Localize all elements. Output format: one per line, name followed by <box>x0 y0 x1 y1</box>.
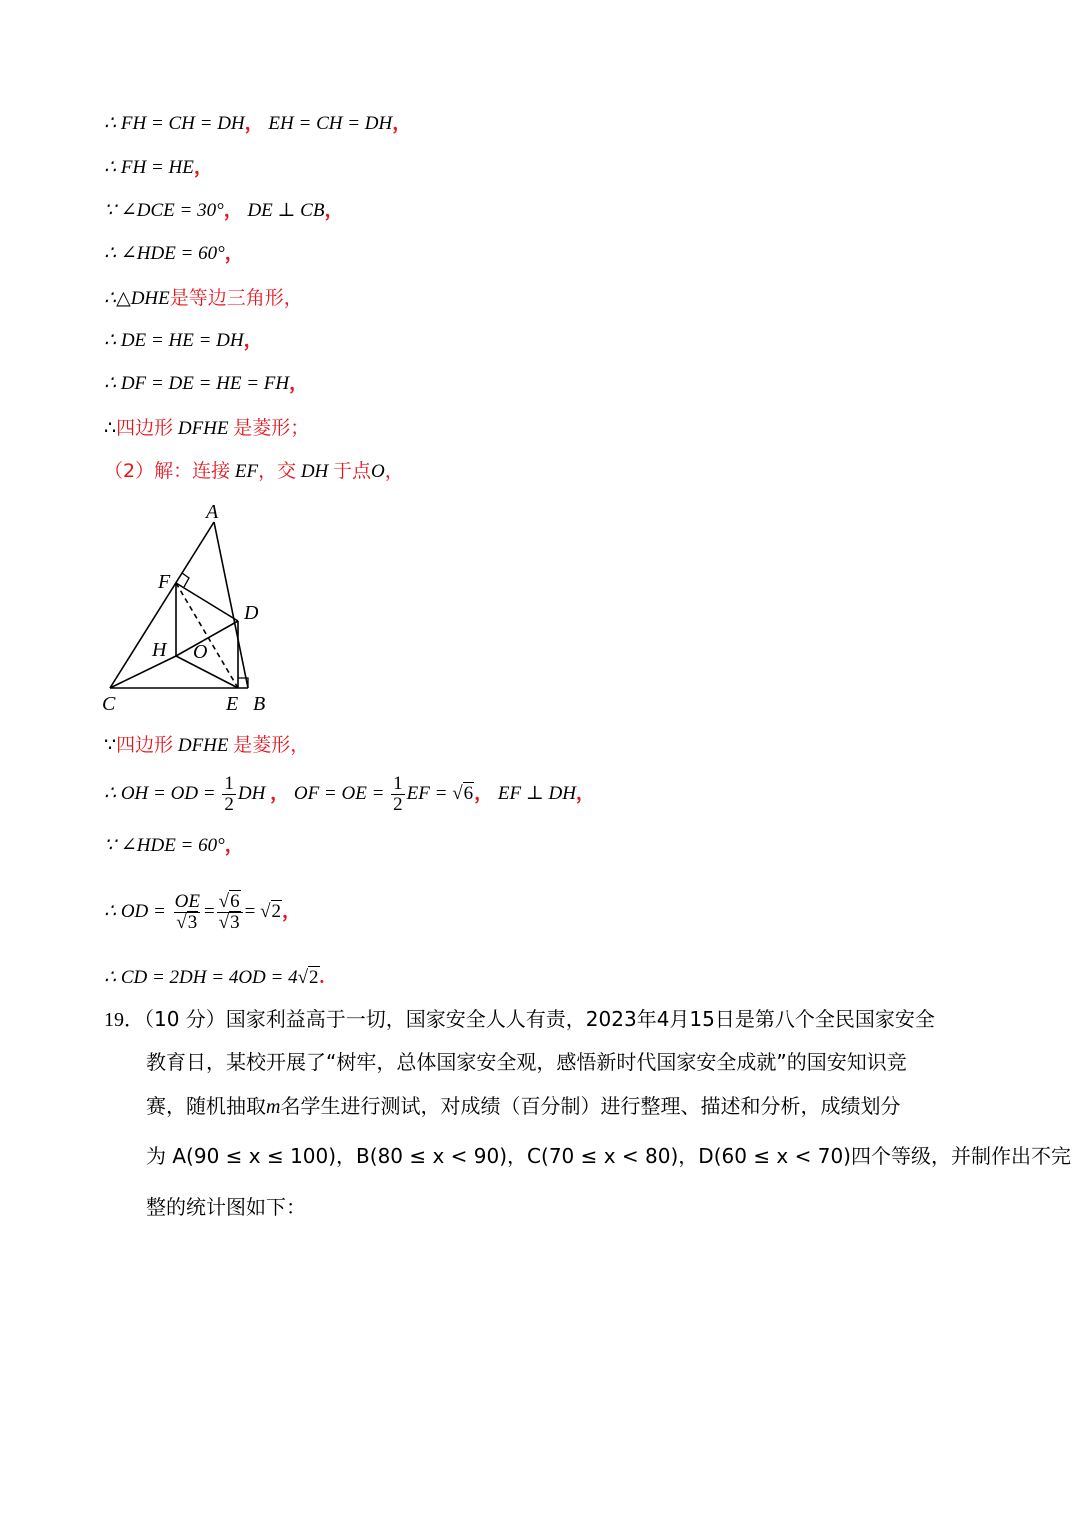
after-2-c: ， <box>270 783 290 804</box>
label-h: H <box>152 639 167 661</box>
after-4-eq2: = <box>244 901 256 922</box>
step-5 <box>104 284 303 313</box>
sqrt-2b-radicand: 2 <box>309 967 319 988</box>
after-2-a: ∴ OH = OD = <box>104 783 216 804</box>
fraction-sqrt6-den-radicand: 3 <box>230 912 240 934</box>
fraction-oe-den: √3 <box>174 912 200 933</box>
q19-line-2-text: 教育日，某校开展了“树牢，总体国家安全观，感悟新时代国家安全成就”的国安知识竞 <box>146 1050 907 1074</box>
q19-line-3 <box>146 1092 986 1121</box>
after-2-g: EF ⊥ DH <box>497 783 576 804</box>
part2-m3: O <box>371 461 385 482</box>
segment-fd <box>176 583 238 621</box>
q19-number: 19． <box>104 1009 144 1031</box>
fraction-half-1-den: 2 <box>224 794 234 816</box>
label-f: F <box>158 571 171 593</box>
step-3-sep: ， <box>223 200 243 221</box>
part2-t1: ，交 <box>258 460 297 482</box>
fraction-sqrt6-den: √3 <box>217 912 243 933</box>
step-3-end: ， <box>324 200 344 221</box>
step-8 <box>104 414 309 443</box>
step-3 <box>104 197 343 225</box>
q19-line-3a: 赛，随机抽取 <box>146 1094 266 1118</box>
step-6-math: ∴ DE = HE = DH <box>104 330 244 351</box>
after-5-a: ∴ CD = 2DH = 4OD = 4 <box>104 967 298 988</box>
q19-line-5 <box>146 1193 986 1221</box>
part2-t3: ， <box>384 460 404 482</box>
step-2-math: ∴ FH = HE <box>104 157 194 178</box>
fraction-half-2 <box>391 774 405 815</box>
step-7-math: ∴ DF = DE = HE = FH <box>104 373 290 394</box>
after-1-t2: 是菱形， <box>233 734 310 756</box>
after-1-pre: ∵ <box>104 735 117 756</box>
fraction-oe-num: OE <box>174 891 200 913</box>
side-ab <box>214 522 248 688</box>
label-e: E <box>226 693 239 715</box>
after-2-h: ， <box>575 783 595 804</box>
right-angle-mark-f <box>182 573 189 587</box>
step-2 <box>104 154 213 182</box>
geometry-figure <box>98 500 288 720</box>
part2-m1: EF <box>234 461 259 482</box>
after-2-f: ， <box>474 783 494 804</box>
step-1-math: ∴ FH = CH = DH <box>104 113 245 134</box>
step-1-end: ， <box>392 113 412 134</box>
label-b: B <box>253 693 266 715</box>
fraction-half-1-num: 1 <box>224 773 234 795</box>
q19-line-2 <box>146 1048 986 1076</box>
label-d: D <box>244 602 259 624</box>
step-6-end: ， <box>243 330 263 351</box>
fraction-sqrt6-num: √6 <box>218 891 240 913</box>
after-4-b: ， <box>282 901 302 922</box>
q19-line-3m: m <box>266 1096 281 1118</box>
step-4-math: ∴ ∠HDE = 60° <box>104 243 225 264</box>
step-6 <box>104 327 263 355</box>
step-8-math: DFHE <box>177 418 229 439</box>
step-7 <box>104 370 308 398</box>
step-1-sep: ， <box>244 113 264 134</box>
step-5-math: ∴△DHE <box>104 288 170 309</box>
fraction-oe-sqrt3 <box>173 892 202 933</box>
label-o: O <box>193 641 208 663</box>
after-line-2 <box>104 772 595 816</box>
fraction-sqrt6-num-radicand: 6 <box>230 891 240 913</box>
part2-label: （2）解：连接 <box>104 460 231 482</box>
part2-heading <box>104 457 404 486</box>
step-1 <box>104 110 411 138</box>
step-3-math: ∵ ∠DCE = 30° <box>104 200 224 221</box>
step-8-pre: ∴ <box>104 418 117 439</box>
sqrt-6-radicand: 6 <box>463 783 474 804</box>
after-2-e: EF = <box>406 783 448 804</box>
after-4-a: ∴ OD = <box>104 901 166 922</box>
sqrt-2: √2 <box>260 901 281 922</box>
after-line-1 <box>104 731 309 760</box>
fraction-half-2-den: 2 <box>393 794 403 816</box>
part2-t2: 于点 <box>333 460 372 482</box>
q19-line-1 <box>104 1005 944 1034</box>
after-3-a: ∵ ∠HDE = 60° <box>104 835 225 856</box>
step-4 <box>104 240 244 268</box>
fraction-oe-den-radicand: 3 <box>187 912 198 934</box>
fraction-half-1 <box>222 774 236 815</box>
part2-m2: DH <box>300 461 329 482</box>
step-1-math2: EH = CH = DH <box>268 113 393 134</box>
after-1-m: DFHE <box>177 735 229 756</box>
q19-line-5-text: 整的统计图如下： <box>146 1195 306 1219</box>
step-2-end: ， <box>193 157 213 178</box>
label-a: A <box>206 501 219 523</box>
after-line-4 <box>104 888 301 936</box>
step-4-end: ， <box>224 243 244 264</box>
fraction-half-2-num: 1 <box>393 773 403 795</box>
after-3-b: ， <box>224 835 244 856</box>
q19-line-3b: 名学生进行测试，对成绩（百分制）进行整理、描述和分析，成绩划分 <box>280 1094 901 1118</box>
after-4-eq1: = <box>203 901 215 922</box>
step-3-math2: DE ⊥ CB <box>247 200 325 221</box>
after-line-5 <box>104 964 324 992</box>
sqrt-2b: √2 <box>297 967 319 988</box>
step-8-text1: 四边形 <box>116 417 174 439</box>
label-c: C <box>102 693 116 715</box>
fraction-sqrt6-sqrt3 <box>217 892 243 933</box>
q19-line-4 <box>146 1142 1071 1170</box>
step-5-text: 是等边三角形， <box>169 287 303 309</box>
after-2-d: OF = OE = <box>293 783 385 804</box>
after-5-b: . <box>319 967 325 988</box>
after-line-3 <box>104 832 244 860</box>
step-7-end: ， <box>289 373 309 394</box>
sqrt-2-radicand: 2 <box>271 901 281 922</box>
sqrt-6: √6 <box>452 783 474 804</box>
step-8-text2: 是菱形； <box>233 417 310 439</box>
q19-line-4-text: 为 A(90 ≤ x ≤ 100)，B(80 ≤ x < 90)，C(70 ≤ x < 80)，D(60 ≤ x < 70)四个等级，并制作出不完 <box>146 1144 1071 1168</box>
after-1-t1: 四边形 <box>116 734 174 756</box>
q19-line-1-text: （10 分）国家利益高于一切，国家安全人人有责，2023年4月15日是第八个全民国家安全 <box>144 1007 935 1031</box>
after-2-b: DH <box>237 783 266 804</box>
